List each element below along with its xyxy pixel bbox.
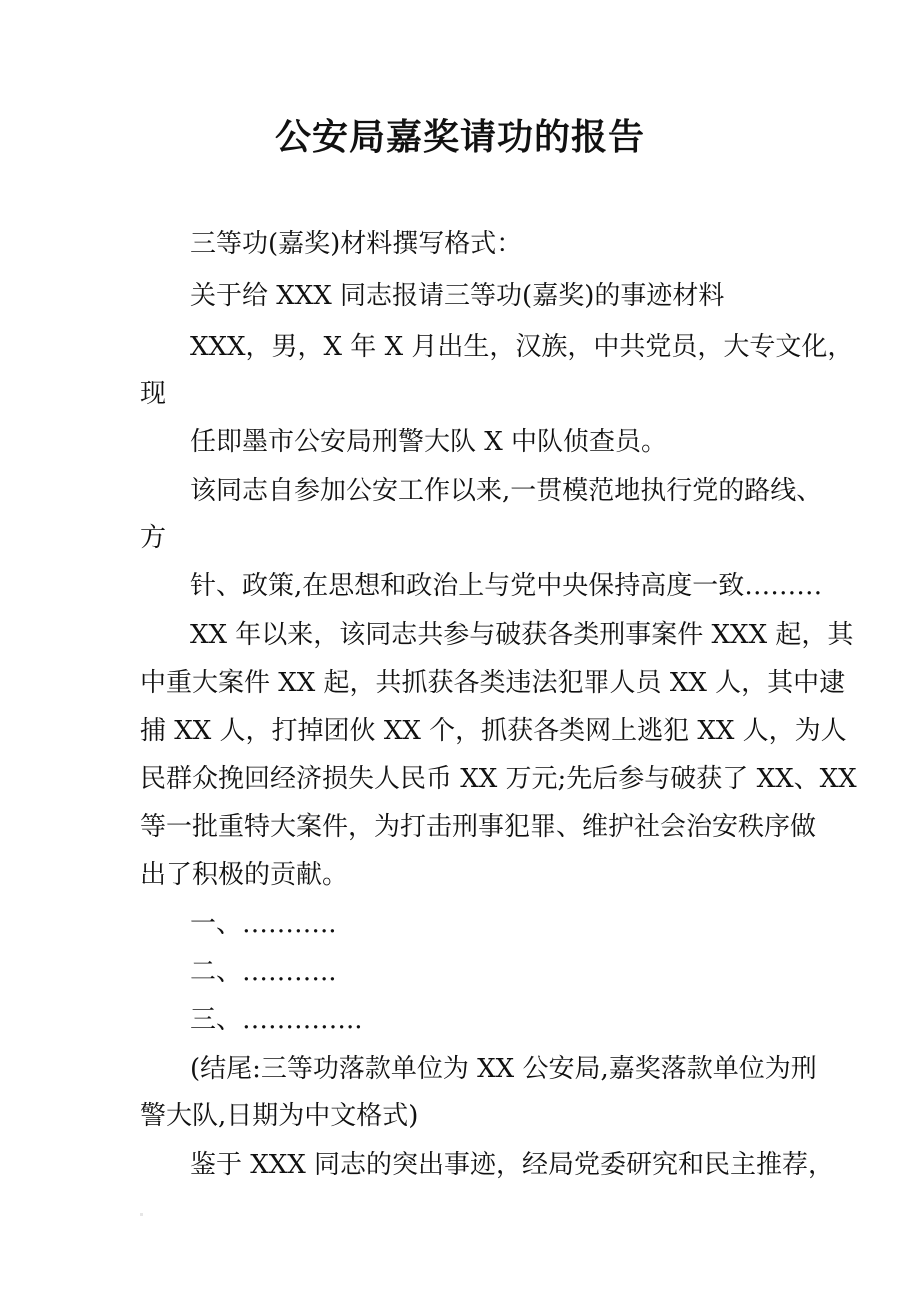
text-line: XX 年以来，该同志共参与破获各类刑事案件 XXX 起，其	[190, 620, 854, 650]
text-line: (结尾:三等功落款单位为 XX 公安局,嘉奖落款单位为刑	[190, 1054, 817, 1084]
text-line: 鉴于 XXX 同志的突出事迹，经局党委研究和民主推荐，	[190, 1150, 835, 1180]
text-line: 捕 XX 人，打掉团伙 XX 个，抓获各类网上逃犯 XX 人，为人	[140, 716, 847, 746]
text-line: 关于给 XXX 同志报请三等功(嘉奖)的事迹材料	[190, 281, 725, 311]
list-item: 二、………..	[190, 957, 337, 987]
text-line: 任即墨市公安局刑警大队 X 中队侦查员。	[190, 427, 668, 457]
document-title: 公安局嘉奖请功的报告	[274, 117, 645, 158]
text-line: 等一批重特大案件，为打击刑事犯罪、维护社会治安秩序做	[140, 812, 817, 842]
text-line: 中重大案件 XX 起，共抓获各类违法犯罪人员 XX 人，其中逮	[140, 668, 846, 698]
text-line: XXX，男，X 年 X 月出生，汉族，中共党员，大专文化，	[190, 332, 854, 362]
text-line: 民群众挽回经济损失人民币 XX 万元;先后参与破获了 XX、XX	[140, 764, 857, 794]
text-line: 现	[140, 379, 167, 409]
text-line: 针、政策,在思想和政治上与党中央保持高度一致………	[190, 571, 823, 601]
text-line: 三等功(嘉奖)材料撰写格式：	[190, 229, 523, 259]
text-line: 出了积极的贡献。	[140, 860, 349, 890]
list-item: 一、………..	[190, 909, 337, 939]
text-line: 警大队,日期为中文格式)	[140, 1101, 419, 1131]
list-item: 三、…………..	[190, 1005, 363, 1035]
text-line: 该同志自参加公安工作以来,一贯模范地执行党的路线、	[190, 476, 823, 506]
page-speck	[140, 1213, 143, 1216]
text-line: 方	[140, 523, 167, 553]
